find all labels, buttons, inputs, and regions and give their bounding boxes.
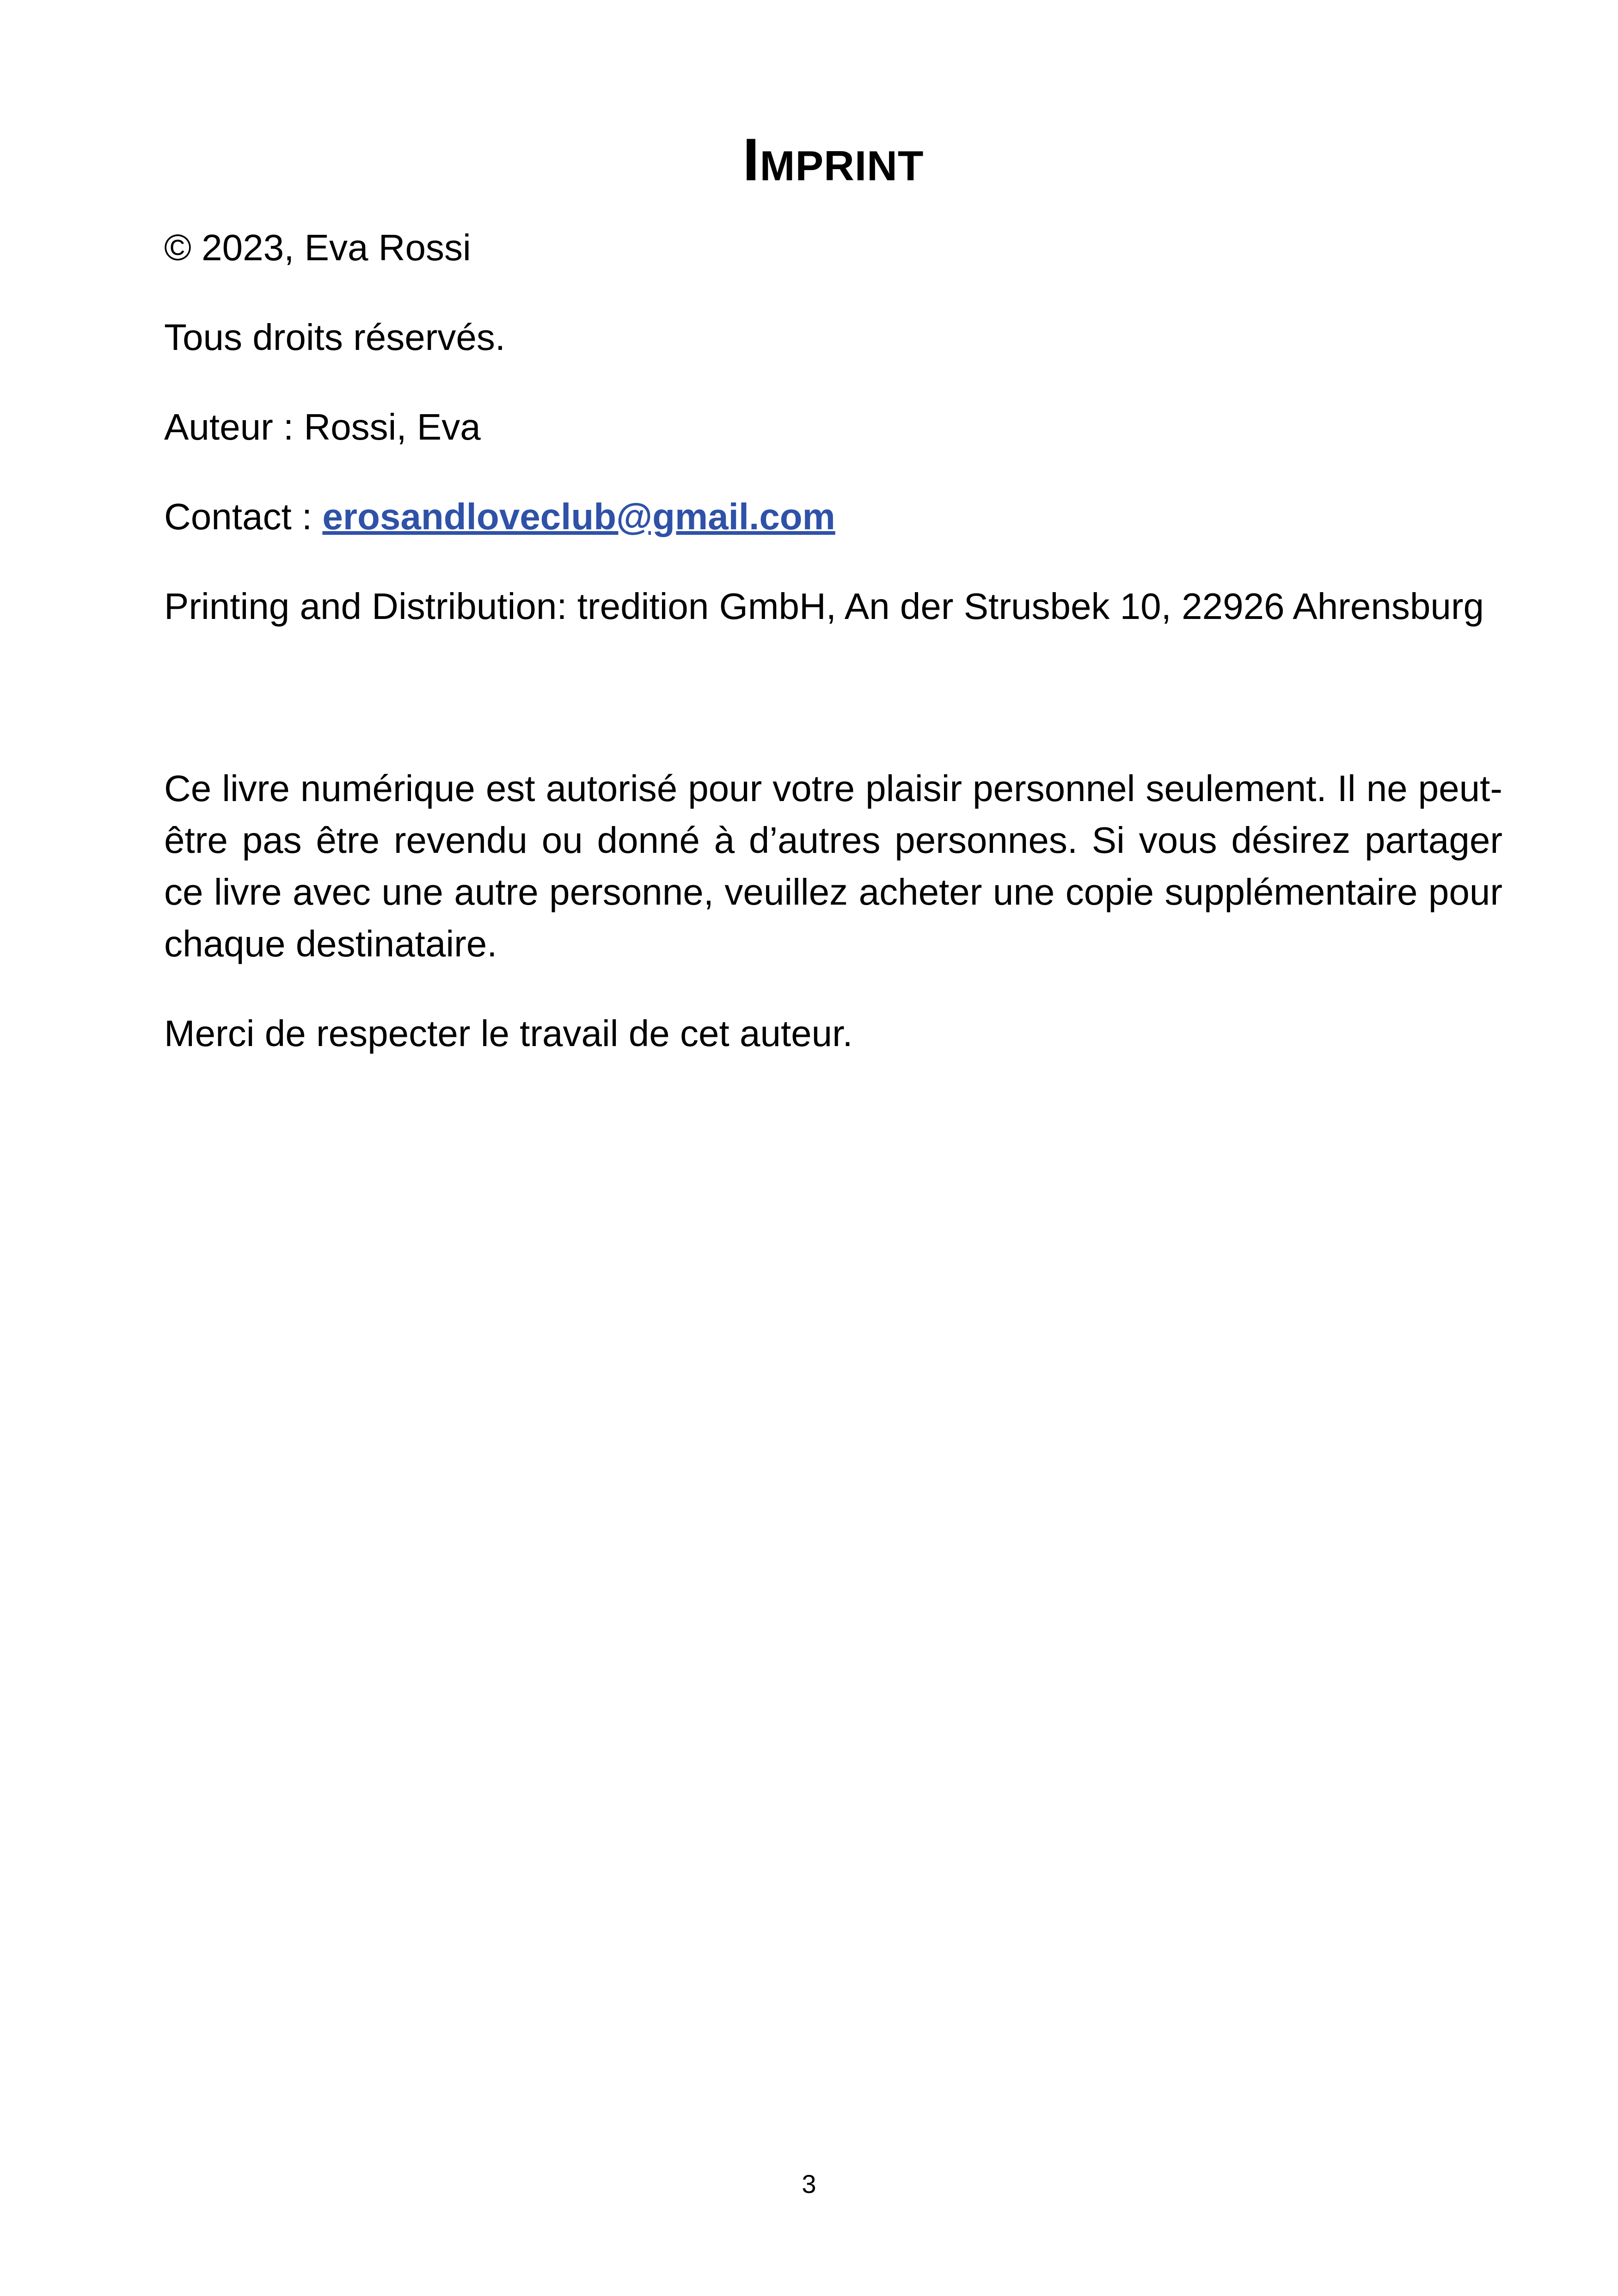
contact-email-link[interactable]: erosandloveclub@gmail.com xyxy=(322,496,835,537)
rights-line: Tous droits réservés. xyxy=(164,317,506,358)
page-number: 3 xyxy=(802,2169,816,2198)
contact-line xyxy=(164,491,1502,543)
page-title: Imprint xyxy=(742,126,924,193)
contact-label: Contact : xyxy=(164,496,323,537)
imprint-content xyxy=(164,125,1502,1097)
thanks-line: Merci de respecter le travail de cet auteur. xyxy=(164,1013,853,1054)
license-notice: Ce livre numérique est autorisé pour votre plaisir personnel seulement. Il ne peut-être pas être revendu ou donné à d’autres personnes. Si vous désirez partager ce livre avec une autre personne, veuillez acheter une copie supplémentaire pour chaque destinataire. xyxy=(164,768,1502,964)
section-spacer xyxy=(164,670,1502,763)
author-line: Auteur : Rossi, Eva xyxy=(164,406,481,447)
copyright-line: © 2023, Eva Rossi xyxy=(164,227,471,268)
printing-line: Printing and Distribution: tredition GmbH, An der Strusbek 10, 22926 Ahrensburg xyxy=(164,586,1484,627)
